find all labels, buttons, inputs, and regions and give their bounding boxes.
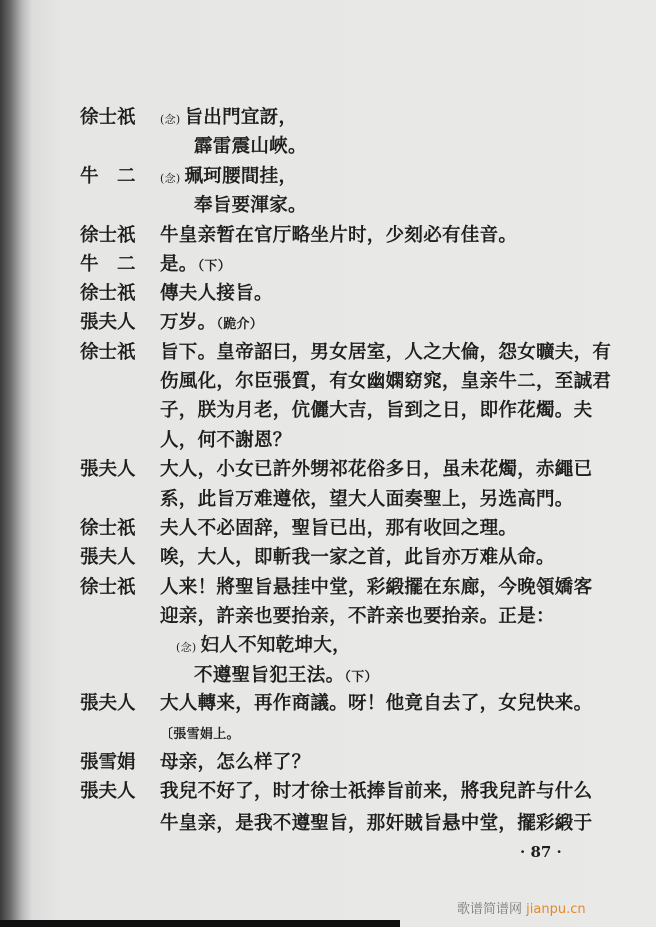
line-text: 唉，大人，即斬我一家之首，此旨亦万难从命。	[160, 547, 555, 568]
speaker-name: 張夫人	[80, 693, 136, 714]
speaker-name: 張夫人	[80, 459, 136, 480]
stage-direction: （下）	[344, 670, 378, 685]
watermark-en: jianpu.cn	[526, 902, 586, 917]
line-text: 子，朕为月老，伉儷大吉，旨到之日，即作花燭。夫	[160, 400, 593, 421]
line-text: 系，此旨万难遵依，望大人面奏聖上，另选高門。	[160, 489, 574, 510]
dialogue-text	[160, 103, 297, 135]
dialogue-text	[194, 191, 307, 221]
dialogue-text	[194, 132, 307, 162]
dialogue-text	[160, 573, 592, 603]
stage-direction: （下）	[197, 259, 232, 274]
line-text: 牛皇亲，是我不遵聖旨，那奸賊旨悬中堂，擺彩緞于	[160, 812, 593, 834]
page-number: · 87 ·	[520, 843, 562, 861]
line-text: 迎亲，許亲也要抬亲，不許亲也要抬亲。正是：	[160, 606, 555, 627]
line-text: 母亲，怎么样了？	[160, 752, 311, 773]
dialogue-text	[160, 748, 310, 778]
speaker-name: 徐士祇	[80, 107, 136, 128]
dialogue-text	[160, 718, 240, 750]
dialogue-text	[160, 250, 231, 282]
dialogue-text	[160, 602, 555, 632]
dialogue-text	[160, 689, 592, 719]
line-text: 大人，小女已許外甥祁花俗多日，虽未花燭，赤繩已	[160, 459, 593, 480]
line-text: 〔張雪娟上。	[160, 727, 240, 742]
dialogue-text	[160, 367, 611, 397]
dialogue-text	[160, 162, 297, 194]
line-text: 不遵聖旨犯王法。	[194, 665, 345, 686]
speaker-name: 張夫人	[80, 781, 136, 802]
dialogue-text	[176, 631, 351, 663]
recite-mark: (念)	[176, 641, 197, 654]
dialogue-text	[160, 338, 611, 368]
dialogue-text	[160, 485, 574, 515]
speaker-name: 徐士祇	[80, 225, 136, 246]
line-text: 人来！將聖旨悬挂中堂，彩緞擺在东廊，今晚領嬌客	[160, 577, 593, 598]
stage-direction: （跪介）	[216, 317, 264, 332]
speaker-name: 張雪娟	[80, 752, 136, 773]
line-text: 万岁。	[160, 312, 217, 333]
dialogue-text	[160, 777, 592, 807]
dialogue-text	[160, 543, 555, 573]
recite-mark: (念)	[160, 113, 181, 126]
speaker-name: 張夫人	[80, 547, 136, 568]
speaker-name: 徐士祇	[80, 283, 136, 304]
dialogue-text	[160, 455, 592, 485]
line-text: 傳夫人接旨。	[160, 283, 273, 304]
dialogue-text	[160, 514, 517, 544]
dialogue-text	[160, 279, 273, 309]
line-text: 牛皇亲暂在官厅略坐片时，少刻必有佳音。	[160, 225, 518, 246]
dialogue-text	[160, 221, 517, 251]
line-text: 妇人不知乾坤大，	[200, 635, 351, 656]
scan-edge	[0, 920, 400, 927]
watermark-cn: 歌谱简谱网	[457, 902, 523, 917]
line-text: 夫人不必固辞，聖旨已出，那有收回之理。	[160, 518, 518, 539]
speaker-name: 徐士祇	[80, 518, 136, 539]
line-text: 霹雷震山峽。	[194, 136, 307, 157]
dialogue-text	[160, 396, 592, 426]
line-text: 我兒不好了，时才徐士祇捧旨前来，將我兒許与什么	[160, 781, 593, 802]
line-text: 珮珂腰間挂，	[184, 166, 298, 187]
line-text: 奉旨要渾家。	[194, 195, 307, 216]
dialogue-text	[160, 308, 263, 340]
line-text: 是。	[160, 254, 198, 275]
speaker-name: 徐士祇	[80, 342, 136, 363]
speaker-name: 張夫人	[80, 312, 136, 333]
line-text: 大人轉来，再作商議。呀！他竟自去了，女兒快来。	[160, 693, 593, 714]
line-text: 人，何不謝恩？	[160, 430, 292, 451]
line-text: 旨下。皇帝詔曰，男女居室，人之大倫，怨女曠夫，有	[160, 342, 612, 363]
speaker-name: 牛 二	[80, 254, 136, 275]
speaker-name: 牛 二	[80, 166, 136, 187]
watermark	[457, 898, 586, 917]
speaker-name: 徐士祇	[80, 577, 136, 598]
line-text: 伤風化，尔臣張質，有女幽嫻窈窕，皇亲牛二，至誠君	[160, 371, 612, 392]
dialogue-text	[160, 426, 292, 456]
line-text: 旨出門宜訝，	[184, 107, 298, 128]
recite-mark: (念)	[160, 172, 181, 185]
dialogue-text	[160, 809, 592, 839]
